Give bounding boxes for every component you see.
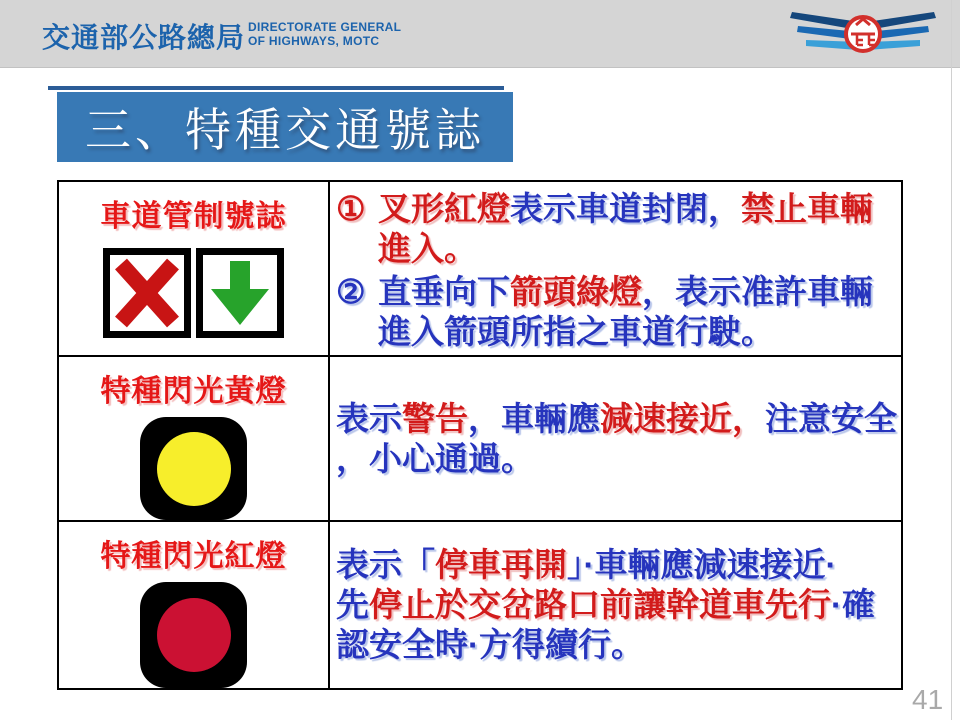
row1-description-cell <box>330 182 901 357</box>
lane-control-signs <box>103 248 284 338</box>
org-name-chinese: 交通部公路總局 <box>42 22 246 53</box>
text-segment: 叉形紅燈 <box>378 190 510 227</box>
text-segment: ，小心通過。 <box>336 439 534 477</box>
text-line <box>378 229 897 269</box>
text-segment: ，表示准許車輛 <box>642 273 873 310</box>
text-segment: 進入。 <box>378 230 477 267</box>
lane-open-green-down-arrow-signal <box>196 248 284 338</box>
item-number: ② <box>336 273 366 310</box>
text-segment: 直垂向下 <box>378 273 510 310</box>
row1-label: 車道管制號誌 <box>100 200 287 233</box>
slide-title-box <box>57 92 513 162</box>
text-segment: 認安全時·方得續行。 <box>336 626 644 663</box>
slide-right-edge <box>951 0 952 720</box>
page-number: 41 <box>912 684 944 715</box>
header-bar <box>0 0 960 68</box>
text-segment: 減速接近， <box>600 399 765 437</box>
text-line <box>378 272 897 312</box>
text-segment: 」·車輛應減速接近· <box>567 546 837 583</box>
row2-description-cell <box>330 357 901 522</box>
text-segment: ，車輛應 <box>468 399 600 437</box>
text-segment: 注意安全 <box>765 399 897 437</box>
text-line <box>378 189 897 229</box>
text-line <box>336 625 897 665</box>
signal-table <box>57 180 903 690</box>
numbered-item <box>336 189 897 269</box>
text-line <box>336 399 897 439</box>
text-segment: 表示 <box>336 399 402 437</box>
row3-label-cell <box>59 522 330 688</box>
text-segment: 警告 <box>402 399 468 437</box>
row3-description-cell <box>330 522 901 688</box>
text-line <box>336 545 897 585</box>
row1-label-cell <box>59 182 330 357</box>
text-segment: 先 <box>336 586 369 623</box>
row2-label-cell <box>59 357 330 522</box>
text-segment: ·確 <box>831 586 875 623</box>
text-line <box>336 585 897 625</box>
flashing-yellow-light <box>140 417 247 520</box>
text-segment: 箭頭綠燈 <box>510 273 642 310</box>
motc-highways-wings-logo <box>788 7 938 66</box>
lane-closed-red-x-signal <box>103 248 191 338</box>
org-name-english <box>248 20 401 48</box>
text-segment: 進入箭頭所指之車道行駛。 <box>378 313 774 350</box>
text-segment: 表示車道封閉， <box>510 190 741 227</box>
text-segment: 表示「 <box>336 546 435 583</box>
text-segment: 停車再開 <box>435 546 567 583</box>
row3-label: 特種閃光紅燈 <box>100 540 287 573</box>
text-segment: 禁止車輛 <box>741 190 873 227</box>
org-name-english-line1: DIRECTORATE GENERAL <box>248 20 402 34</box>
yellow-light-circle <box>157 432 231 506</box>
org-name-english-line2: OF HIGHWAYS, MOTC <box>248 34 380 48</box>
text-segment: 停止於交岔路口前讓幹道車先行 <box>369 586 831 623</box>
red-light-circle <box>157 598 231 672</box>
flashing-red-light <box>140 582 247 688</box>
text-line <box>378 312 897 352</box>
row2-label: 特種閃光黃燈 <box>100 375 287 408</box>
item-number: ① <box>336 190 366 227</box>
slide-title: 三、特種交通號誌 <box>85 104 485 156</box>
numbered-item <box>336 272 897 352</box>
text-line <box>336 439 897 479</box>
